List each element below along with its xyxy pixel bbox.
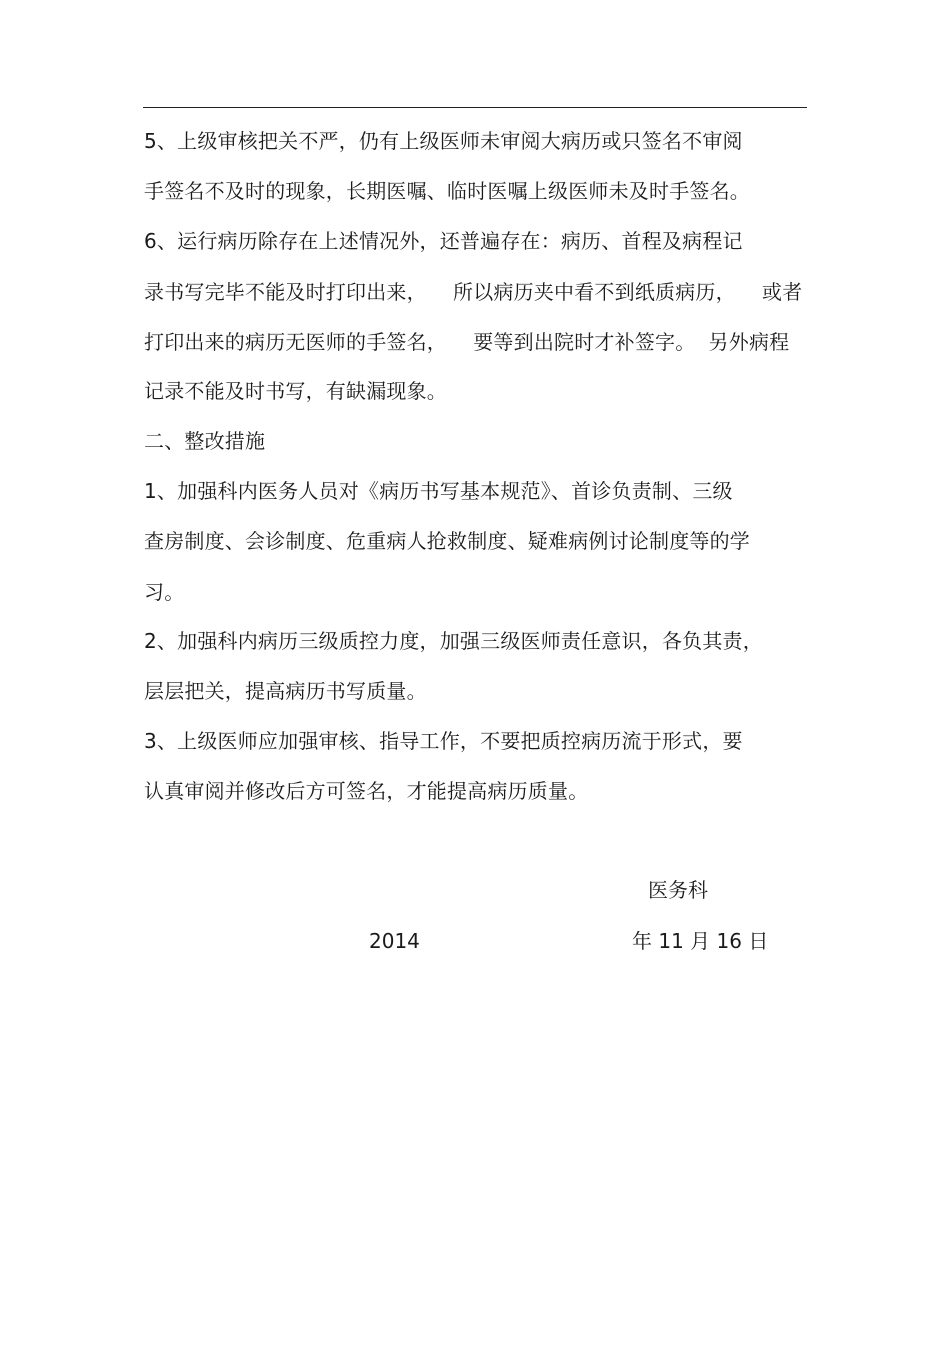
body-line: 6、运行病历除存在上述情况外，还普遍存在：病历、首程及病程记 <box>144 229 743 253</box>
body-line: 5、上级审核把关不严，仍有上级医师未审阅大病历或只签名不审阅 <box>144 129 743 153</box>
body-line: 层层把关，提高病历书写质量。 <box>144 679 427 703</box>
body-line: 习。 <box>144 580 185 604</box>
body-line: 查房制度、会诊制度、危重病人抢救制度、疑难病例讨论制度等的学 <box>144 529 750 553</box>
body-line: 1、加强科内医务人员对《病历书写基本规范》、首诊负责制、三级 <box>144 479 733 503</box>
body-line: 录书写完毕不能及时打印出来， 所以病历夹中看不到纸质病历， 或者 <box>144 280 803 304</box>
body-line: 2、加强科内病历三级质控力度，加强三级医师责任意识，各负其责， <box>144 629 763 653</box>
header-rule <box>143 107 807 108</box>
body-line: 记录不能及时书写，有缺漏现象。 <box>144 379 447 403</box>
body-line: 认真审阅并修改后方可签名，才能提高病历质量。 <box>144 779 589 803</box>
section-heading: 二、整改措施 <box>144 429 266 453</box>
signature-department: 医务科 <box>648 878 708 902</box>
signature-year: 2014 <box>369 929 420 953</box>
body-line: 手签名不及时的现象，长期医嘱、临时医嘱上级医师未及时手签名。 <box>144 179 750 203</box>
signature-month-day: 年 11 月 16 日 <box>632 929 769 953</box>
body-line: 打印出来的病历无医师的手签名， 要等到出院时才补签字。 另外病程 <box>144 330 790 354</box>
body-line: 3、上级医师应加强审核、指导工作，不要把质控病历流于形式，要 <box>144 729 743 753</box>
